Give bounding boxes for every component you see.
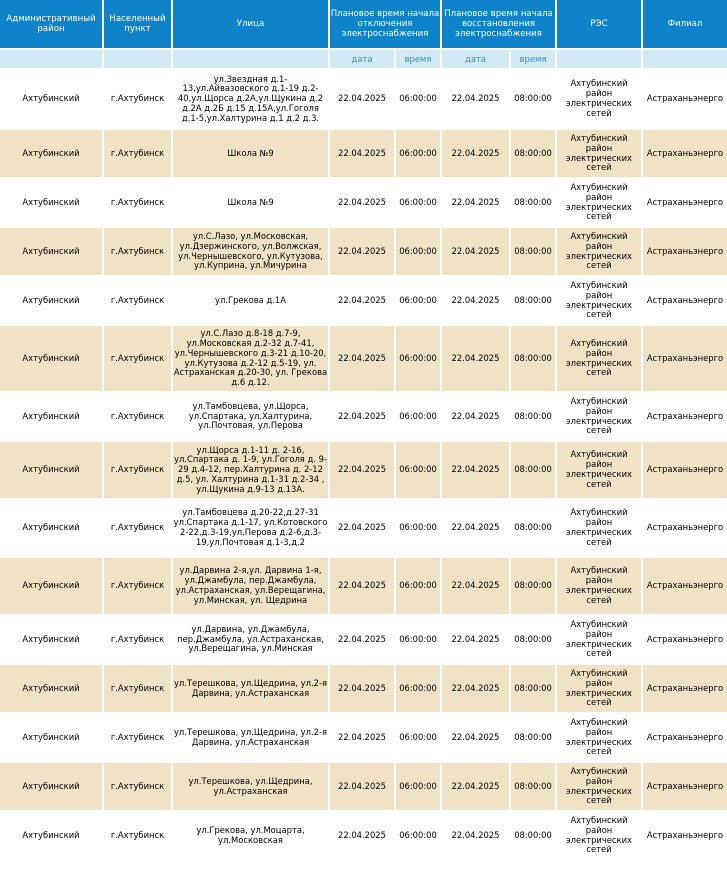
subheader-empty: [104, 50, 171, 68]
cell-end-time: 08:00:00: [511, 616, 555, 663]
cell-district: Ахтубинский: [0, 442, 102, 498]
cell-street: ул.Звездная д.1-13,ул.Айвазовского д.1-19 д.2-40,ул.Щорса д.2А,ул.Щукина д.2 д.2А д.2Б д.15 д.15А,ул.Гоголя д.1-5,ул.Халтурина д.1 д.2 д.3.: [173, 70, 328, 128]
cell-end-time: 08:00:00: [511, 442, 555, 498]
header-start-time: Плановое время начала отключения электроснабжения: [330, 0, 440, 48]
cell-locality: г.Ахтубинск: [104, 812, 171, 859]
table-row: [0, 179, 727, 226]
cell-start-date: 22.04.2025: [330, 616, 394, 663]
subheader-empty: [173, 50, 328, 68]
cell-end-date: 22.04.2025: [442, 228, 509, 275]
subheader-end-time: время: [511, 50, 555, 68]
cell-res: Ахтубинский район электрических сетей: [557, 714, 641, 761]
subheader-end-date: дата: [442, 50, 509, 68]
cell-res: Ахтубинский район электрических сетей: [557, 665, 641, 712]
subheader-start-time: время: [396, 50, 440, 68]
cell-res: Ахтубинский район электрических сетей: [557, 500, 641, 556]
cell-locality: г.Ахтубинск: [104, 393, 171, 440]
cell-start-date: 22.04.2025: [330, 70, 394, 128]
cell-start-time: 06:00:00: [396, 277, 440, 324]
subheader-empty: [643, 50, 727, 68]
cell-locality: г.Ахтубинск: [104, 277, 171, 324]
cell-res: Ахтубинский район электрических сетей: [557, 179, 641, 226]
cell-start-date: 22.04.2025: [330, 130, 394, 177]
cell-street: ул.С.Лазо д.8-18 д.7-9, ул.Московская д.2-32 д.7-41, ул.Чернышевского д.3-21 д.10-20, ул.Кутузова д.2-12 д.5-19, ул. Астраханская д.20-30, ул. Грекова д.6 д.12.: [173, 326, 328, 391]
cell-res: Ахтубинский район электрических сетей: [557, 442, 641, 498]
cell-branch: Астраханьэнерго: [643, 665, 727, 712]
cell-start-date: 22.04.2025: [330, 393, 394, 440]
header-street: Улица: [173, 0, 328, 48]
cell-start-time: 06:00:00: [396, 70, 440, 128]
cell-start-date: 22.04.2025: [330, 812, 394, 859]
header-locality: Населенный пункт: [104, 0, 171, 48]
cell-start-date: 22.04.2025: [330, 714, 394, 761]
cell-end-date: 22.04.2025: [442, 326, 509, 391]
cell-branch: Астраханьэнерго: [643, 812, 727, 859]
cell-branch: Астраханьэнерго: [643, 70, 727, 128]
cell-district: Ахтубинский: [0, 393, 102, 440]
cell-street: ул.С.Лазо, ул.Московская, ул.Дзержинского, ул.Волжская, ул.Чернышевского, ул.Кутузова, ул.Куприна, ул.Мичурина: [173, 228, 328, 275]
cell-start-time: 06:00:00: [396, 616, 440, 663]
cell-street: ул.Терешкова, ул.Щедрина, ул.2-я Дарвина, ул.Астраханская: [173, 665, 328, 712]
cell-locality: г.Ахтубинск: [104, 442, 171, 498]
cell-start-time: 06:00:00: [396, 714, 440, 761]
cell-branch: Астраханьэнерго: [643, 558, 727, 614]
cell-district: Ахтубинский: [0, 812, 102, 859]
cell-end-time: 08:00:00: [511, 763, 555, 810]
header-res: РЭС: [557, 0, 641, 48]
cell-res: Ахтубинский район электрических сетей: [557, 616, 641, 663]
cell-locality: г.Ахтубинск: [104, 714, 171, 761]
cell-res: Ахтубинский район электрических сетей: [557, 228, 641, 275]
cell-end-time: 08:00:00: [511, 714, 555, 761]
cell-district: Ахтубинский: [0, 714, 102, 761]
cell-end-time: 08:00:00: [511, 812, 555, 859]
cell-street: ул.Тамбовцева, ул.Щорса, ул.Спартака, ул.Халтурина, ул.Почтовая, ул.Перова: [173, 393, 328, 440]
cell-end-date: 22.04.2025: [442, 277, 509, 324]
table-body: [0, 70, 727, 859]
subheader-start-date: дата: [330, 50, 394, 68]
table-row: [0, 130, 727, 177]
cell-district: Ахтубинский: [0, 277, 102, 324]
cell-res: Ахтубинский район электрических сетей: [557, 326, 641, 391]
cell-start-time: 06:00:00: [396, 228, 440, 275]
cell-street: ул.Терешкова, ул.Щедрина, ул.Астраханская: [173, 763, 328, 810]
cell-end-time: 08:00:00: [511, 665, 555, 712]
cell-district: Ахтубинский: [0, 665, 102, 712]
cell-branch: Астраханьэнерго: [643, 130, 727, 177]
cell-start-time: 06:00:00: [396, 558, 440, 614]
cell-end-date: 22.04.2025: [442, 70, 509, 128]
cell-start-time: 06:00:00: [396, 130, 440, 177]
cell-start-date: 22.04.2025: [330, 763, 394, 810]
cell-locality: г.Ахтубинск: [104, 763, 171, 810]
cell-locality: г.Ахтубинск: [104, 665, 171, 712]
table-row: [0, 558, 727, 614]
cell-start-date: 22.04.2025: [330, 665, 394, 712]
cell-district: Ахтубинский: [0, 70, 102, 128]
cell-start-time: 06:00:00: [396, 393, 440, 440]
cell-district: Ахтубинский: [0, 616, 102, 663]
cell-end-time: 08:00:00: [511, 558, 555, 614]
cell-end-time: 08:00:00: [511, 70, 555, 128]
cell-res: Ахтубинский район электрических сетей: [557, 812, 641, 859]
cell-start-time: 06:00:00: [396, 442, 440, 498]
cell-end-date: 22.04.2025: [442, 130, 509, 177]
table-row: [0, 500, 727, 556]
table-row: [0, 393, 727, 440]
table-row: [0, 665, 727, 712]
table-row: [0, 812, 727, 859]
cell-district: Ахтубинский: [0, 763, 102, 810]
cell-end-time: 08:00:00: [511, 277, 555, 324]
cell-start-time: 06:00:00: [396, 326, 440, 391]
cell-branch: Астраханьэнерго: [643, 277, 727, 324]
table-row: [0, 714, 727, 761]
table-row: [0, 442, 727, 498]
cell-street: ул.Терешкова, ул.Щедрина, ул.2-я Дарвина, ул.Астраханская: [173, 714, 328, 761]
cell-street: ул.Щорса д.1-11 д. 2-16, ул.Спартака д. 1-9, ул.Гоголя д. 9-29 д.4-12, пер.Халтурина д. 2-12 д.5, ул. Халтурина д.1-31 д.2-34 , ул.Щукина д.9-13 д.13А.: [173, 442, 328, 498]
cell-end-date: 22.04.2025: [442, 442, 509, 498]
cell-locality: г.Ахтубинск: [104, 500, 171, 556]
cell-district: Ахтубинский: [0, 558, 102, 614]
cell-branch: Астраханьэнерго: [643, 228, 727, 275]
cell-street: ул.Грекова, ул.Моцарта, ул.Московская: [173, 812, 328, 859]
table-row: [0, 228, 727, 275]
cell-district: Ахтубинский: [0, 326, 102, 391]
table-row: [0, 70, 727, 128]
cell-res: Ахтубинский район электрических сетей: [557, 558, 641, 614]
cell-res: Ахтубинский район электрических сетей: [557, 277, 641, 324]
cell-start-time: 06:00:00: [396, 763, 440, 810]
header-restore-time: Плановое время начала восстановления электроснабжения: [442, 0, 555, 48]
cell-branch: Астраханьэнерго: [643, 179, 727, 226]
cell-start-date: 22.04.2025: [330, 228, 394, 275]
cell-end-time: 08:00:00: [511, 393, 555, 440]
header-district: Административный район: [0, 0, 102, 48]
cell-end-date: 22.04.2025: [442, 812, 509, 859]
cell-branch: Астраханьэнерго: [643, 714, 727, 761]
cell-street: Школа №9: [173, 179, 328, 226]
subheader-empty: [557, 50, 641, 68]
cell-end-time: 08:00:00: [511, 500, 555, 556]
cell-end-date: 22.04.2025: [442, 714, 509, 761]
cell-branch: Астраханьэнерго: [643, 393, 727, 440]
cell-res: Ахтубинский район электрических сетей: [557, 70, 641, 128]
cell-start-time: 06:00:00: [396, 179, 440, 226]
cell-end-time: 08:00:00: [511, 326, 555, 391]
cell-end-date: 22.04.2025: [442, 616, 509, 663]
cell-locality: г.Ахтубинск: [104, 130, 171, 177]
subheader-empty: [0, 50, 102, 68]
cell-end-time: 08:00:00: [511, 228, 555, 275]
cell-street: ул.Дарвина 2-я,ул. Дарвина 1-я, ул.Джамбула, пер.Джамбула, ул.Астраханская, ул.Верещагина, ул.Минская, ул. Щедрина: [173, 558, 328, 614]
cell-end-date: 22.04.2025: [442, 665, 509, 712]
cell-locality: г.Ахтубинск: [104, 326, 171, 391]
cell-branch: Астраханьэнерго: [643, 763, 727, 810]
table-row: [0, 616, 727, 663]
cell-end-date: 22.04.2025: [442, 179, 509, 226]
cell-start-date: 22.04.2025: [330, 558, 394, 614]
table-row: [0, 326, 727, 391]
cell-end-time: 08:00:00: [511, 179, 555, 226]
cell-branch: Астраханьэнерго: [643, 616, 727, 663]
cell-branch: Астраханьэнерго: [643, 326, 727, 391]
cell-start-time: 06:00:00: [396, 665, 440, 712]
cell-street: ул.Тамбовцева д.20-22,д.27-31 ул.Спартака д.1-17, ул.Котовского 2-22,д.3-19,ул.Перова д.2-6,д.3-19,ул.Почтовая д.1-3,д.2: [173, 500, 328, 556]
cell-locality: г.Ахтубинск: [104, 616, 171, 663]
cell-street: ул.Грекова д.1А: [173, 277, 328, 324]
cell-end-date: 22.04.2025: [442, 763, 509, 810]
cell-locality: г.Ахтубинск: [104, 70, 171, 128]
cell-start-date: 22.04.2025: [330, 326, 394, 391]
cell-branch: Астраханьэнерго: [643, 500, 727, 556]
cell-start-time: 06:00:00: [396, 500, 440, 556]
cell-locality: г.Ахтубинск: [104, 228, 171, 275]
cell-street: Школа №9: [173, 130, 328, 177]
table-row: [0, 763, 727, 810]
cell-district: Ахтубинский: [0, 179, 102, 226]
header-branch: Филиал: [643, 0, 727, 48]
cell-street: ул.Дарвина, ул.Джамбула, пер.Джамбула, ул.Астраханская, ул.Верещагина, ул.Минская: [173, 616, 328, 663]
cell-start-date: 22.04.2025: [330, 500, 394, 556]
cell-start-date: 22.04.2025: [330, 277, 394, 324]
cell-res: Ахтубинский район электрических сетей: [557, 763, 641, 810]
cell-district: Ахтубинский: [0, 130, 102, 177]
table-row: [0, 277, 727, 324]
cell-end-date: 22.04.2025: [442, 558, 509, 614]
cell-start-date: 22.04.2025: [330, 179, 394, 226]
cell-district: Ахтубинский: [0, 500, 102, 556]
cell-end-time: 08:00:00: [511, 130, 555, 177]
cell-start-date: 22.04.2025: [330, 442, 394, 498]
cell-branch: Астраханьэнерго: [643, 442, 727, 498]
cell-res: Ахтубинский район электрических сетей: [557, 130, 641, 177]
cell-res: Ахтубинский район электрических сетей: [557, 393, 641, 440]
cell-end-date: 22.04.2025: [442, 393, 509, 440]
cell-locality: г.Ахтубинск: [104, 558, 171, 614]
cell-district: Ахтубинский: [0, 228, 102, 275]
cell-start-time: 06:00:00: [396, 812, 440, 859]
cell-end-date: 22.04.2025: [442, 500, 509, 556]
cell-locality: г.Ахтубинск: [104, 179, 171, 226]
